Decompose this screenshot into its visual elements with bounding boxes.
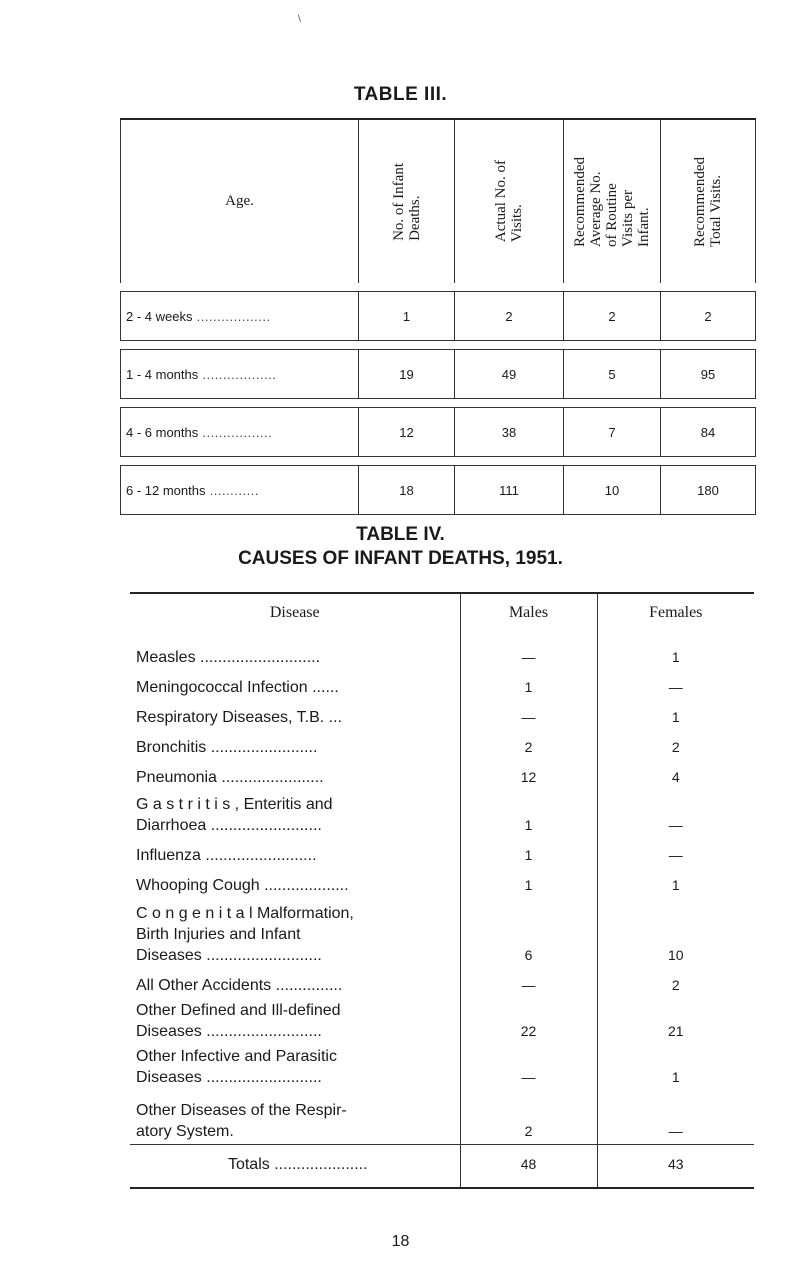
actual-visits-cell: 49 bbox=[455, 350, 564, 399]
totals-row bbox=[130, 1144, 754, 1188]
header-age: Age. bbox=[121, 119, 359, 283]
females-cell: — bbox=[597, 1090, 754, 1144]
table-row bbox=[121, 292, 756, 341]
age-cell: 1 - 4 months .................. bbox=[121, 350, 359, 399]
disease-cell: Respiratory Diseases, T.B. ... bbox=[136, 709, 342, 726]
header-recommended-average: Recommended Average No. of Routine Visits per Infant. bbox=[564, 119, 661, 283]
males-cell: 2 bbox=[460, 1090, 597, 1144]
actual-visits-cell: 38 bbox=[455, 408, 564, 457]
disease-cell: Influenza ......................... bbox=[136, 847, 317, 864]
deaths-cell: 18 bbox=[359, 466, 455, 515]
disease-cell: Bronchitis ........................ bbox=[136, 739, 318, 756]
deaths-cell: 12 bbox=[359, 408, 455, 457]
disease-cell: Pneumonia ....................... bbox=[136, 769, 324, 786]
table-row bbox=[130, 998, 754, 1044]
header-disease: Disease bbox=[130, 593, 460, 632]
header-recommended-total: Recommended Total Visits. bbox=[661, 119, 756, 283]
males-cell: 2 bbox=[460, 730, 597, 760]
disease-cell: Other Infective and Parasitic Diseases .......................... bbox=[136, 1048, 337, 1086]
header-actual-visits: Actual No. of Visits. bbox=[455, 119, 564, 283]
males-cell: 1 bbox=[460, 838, 597, 868]
table-row bbox=[121, 350, 756, 399]
table-row bbox=[130, 838, 754, 868]
table-row bbox=[130, 868, 754, 898]
females-total: 43 bbox=[597, 1144, 754, 1188]
males-cell: 22 bbox=[460, 998, 597, 1044]
table-row bbox=[130, 790, 754, 838]
age-cell: 6 - 12 months ............ bbox=[121, 466, 359, 515]
females-cell: 1 bbox=[597, 1044, 754, 1090]
recommended-total-cell: 84 bbox=[661, 408, 756, 457]
table-row bbox=[130, 700, 754, 730]
totals-label: Totals ..................... bbox=[130, 1144, 460, 1188]
table-iv-title: TABLE IV. bbox=[356, 524, 445, 545]
disease-cell: Whooping Cough ................... bbox=[136, 877, 349, 894]
recommended-total-cell: 2 bbox=[661, 292, 756, 341]
females-cell: 4 bbox=[597, 760, 754, 790]
page-number: 18 bbox=[391, 1233, 410, 1250]
table-row bbox=[130, 1044, 754, 1090]
disease-cell: All Other Accidents ............... bbox=[136, 977, 343, 994]
disease-cell: G a s t r i t i s , Enteritis and Diarrhoea ......................... bbox=[136, 796, 333, 834]
females-cell: 2 bbox=[597, 730, 754, 760]
header-females: Females bbox=[597, 593, 754, 632]
recommended-total-cell: 180 bbox=[661, 466, 756, 515]
table-row bbox=[130, 968, 754, 998]
recommended-average-cell: 5 bbox=[564, 350, 661, 399]
males-total: 48 bbox=[460, 1144, 597, 1188]
males-cell: — bbox=[460, 700, 597, 730]
deaths-cell: 1 bbox=[359, 292, 455, 341]
males-cell: 1 bbox=[460, 790, 597, 838]
deaths-cell: 19 bbox=[359, 350, 455, 399]
males-cell: — bbox=[460, 1044, 597, 1090]
scan-mark: \ bbox=[298, 14, 301, 25]
table-iii-header-row bbox=[121, 119, 756, 283]
table-row bbox=[130, 760, 754, 790]
females-cell: — bbox=[597, 790, 754, 838]
table-iii-title: TABLE III. bbox=[353, 84, 448, 105]
table-row bbox=[130, 670, 754, 700]
females-cell: — bbox=[597, 838, 754, 868]
males-cell: 6 bbox=[460, 898, 597, 968]
table-row bbox=[130, 632, 754, 670]
females-cell: — bbox=[597, 670, 754, 700]
males-cell: 1 bbox=[460, 670, 597, 700]
table-iv-subtitle: CAUSES OF INFANT DEATHS, 1951. bbox=[238, 548, 563, 569]
table-iii bbox=[120, 118, 756, 515]
header-infant-deaths: No. of Infant Deaths. bbox=[359, 119, 455, 283]
disease-cell: Measles ........................... bbox=[136, 649, 321, 666]
females-cell: 21 bbox=[597, 998, 754, 1044]
females-cell: 1 bbox=[597, 632, 754, 670]
males-cell: — bbox=[460, 968, 597, 998]
recommended-average-cell: 2 bbox=[564, 292, 661, 341]
males-cell: 1 bbox=[460, 868, 597, 898]
header-males: Males bbox=[460, 593, 597, 632]
table-row bbox=[121, 408, 756, 457]
females-cell: 1 bbox=[597, 868, 754, 898]
actual-visits-cell: 2 bbox=[455, 292, 564, 341]
table-row bbox=[130, 730, 754, 760]
males-cell: — bbox=[460, 632, 597, 670]
table-row bbox=[130, 898, 754, 968]
females-cell: 2 bbox=[597, 968, 754, 998]
recommended-total-cell: 95 bbox=[661, 350, 756, 399]
recommended-average-cell: 7 bbox=[564, 408, 661, 457]
disease-cell: Other Defined and Ill-defined Diseases .......................... bbox=[136, 1002, 341, 1040]
table-row bbox=[130, 1090, 754, 1144]
age-cell: 2 - 4 weeks .................. bbox=[121, 292, 359, 341]
table-iv bbox=[130, 592, 754, 1189]
females-cell: 10 bbox=[597, 898, 754, 968]
disease-cell: C o n g e n i t a l Malformation, Birth Injuries and Infant Diseases .......................... bbox=[136, 905, 354, 964]
actual-visits-cell: 111 bbox=[455, 466, 564, 515]
recommended-average-cell: 10 bbox=[564, 466, 661, 515]
disease-cell: Meningococcal Infection ...... bbox=[136, 679, 339, 696]
table-iv-header-row bbox=[130, 593, 754, 632]
disease-cell: Other Diseases of the Respir- atory System. bbox=[136, 1101, 347, 1140]
males-cell: 12 bbox=[460, 760, 597, 790]
age-cell: 4 - 6 months ................. bbox=[121, 408, 359, 457]
table-row bbox=[121, 466, 756, 515]
females-cell: 1 bbox=[597, 700, 754, 730]
